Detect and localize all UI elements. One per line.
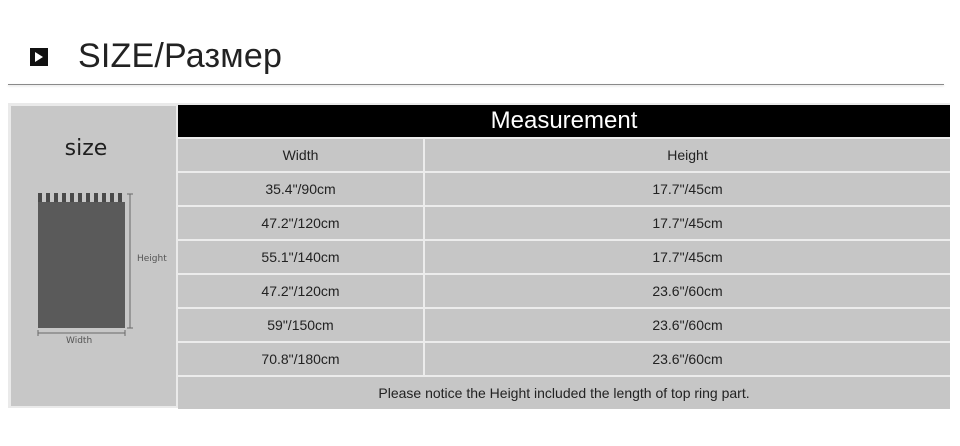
height-cell: 23.6"/60cm xyxy=(425,273,950,307)
header-divider xyxy=(8,84,944,85)
curtain-rings xyxy=(38,193,122,202)
width-cell: 70.8"/180cm xyxy=(178,341,425,375)
width-cell: 47.2"/120cm xyxy=(178,273,425,307)
width-cell: 59"/150cm xyxy=(178,307,425,341)
column-header-row xyxy=(178,137,950,171)
measurement-heading: Measurement xyxy=(178,105,950,137)
column-header-height: Height xyxy=(425,137,950,171)
height-dimension-line xyxy=(127,194,133,328)
page-header xyxy=(0,0,960,90)
table-row xyxy=(178,273,950,307)
height-cell: 17.7"/45cm xyxy=(425,239,950,273)
height-note: Please notice the Height included the length of top ring part. xyxy=(178,375,950,409)
curtain-diagram xyxy=(11,106,176,406)
height-cell: 17.7"/45cm xyxy=(425,205,950,239)
height-cell: 17.7"/45cm xyxy=(425,171,950,205)
play-arrow-icon xyxy=(30,48,48,66)
table-row xyxy=(178,307,950,341)
curtain-diagram-panel xyxy=(11,106,176,406)
column-header-width: Width xyxy=(178,137,425,171)
height-cell: 23.6"/60cm xyxy=(425,341,950,375)
width-cell: 55.1"/140cm xyxy=(178,239,425,273)
measurement-table xyxy=(178,105,950,409)
height-label: Height xyxy=(137,254,167,264)
table-row xyxy=(178,239,950,273)
table-row xyxy=(178,205,950,239)
diagram-title: size xyxy=(64,136,108,161)
curtain-panel xyxy=(38,202,125,328)
width-cell: 35.4"/90cm xyxy=(178,171,425,205)
page-title: SIZE/Размер xyxy=(78,37,283,75)
width-cell: 47.2"/120cm xyxy=(178,205,425,239)
width-label: Width xyxy=(66,336,93,346)
height-cell: 23.6"/60cm xyxy=(425,307,950,341)
table-row xyxy=(178,341,950,375)
table-row xyxy=(178,171,950,205)
